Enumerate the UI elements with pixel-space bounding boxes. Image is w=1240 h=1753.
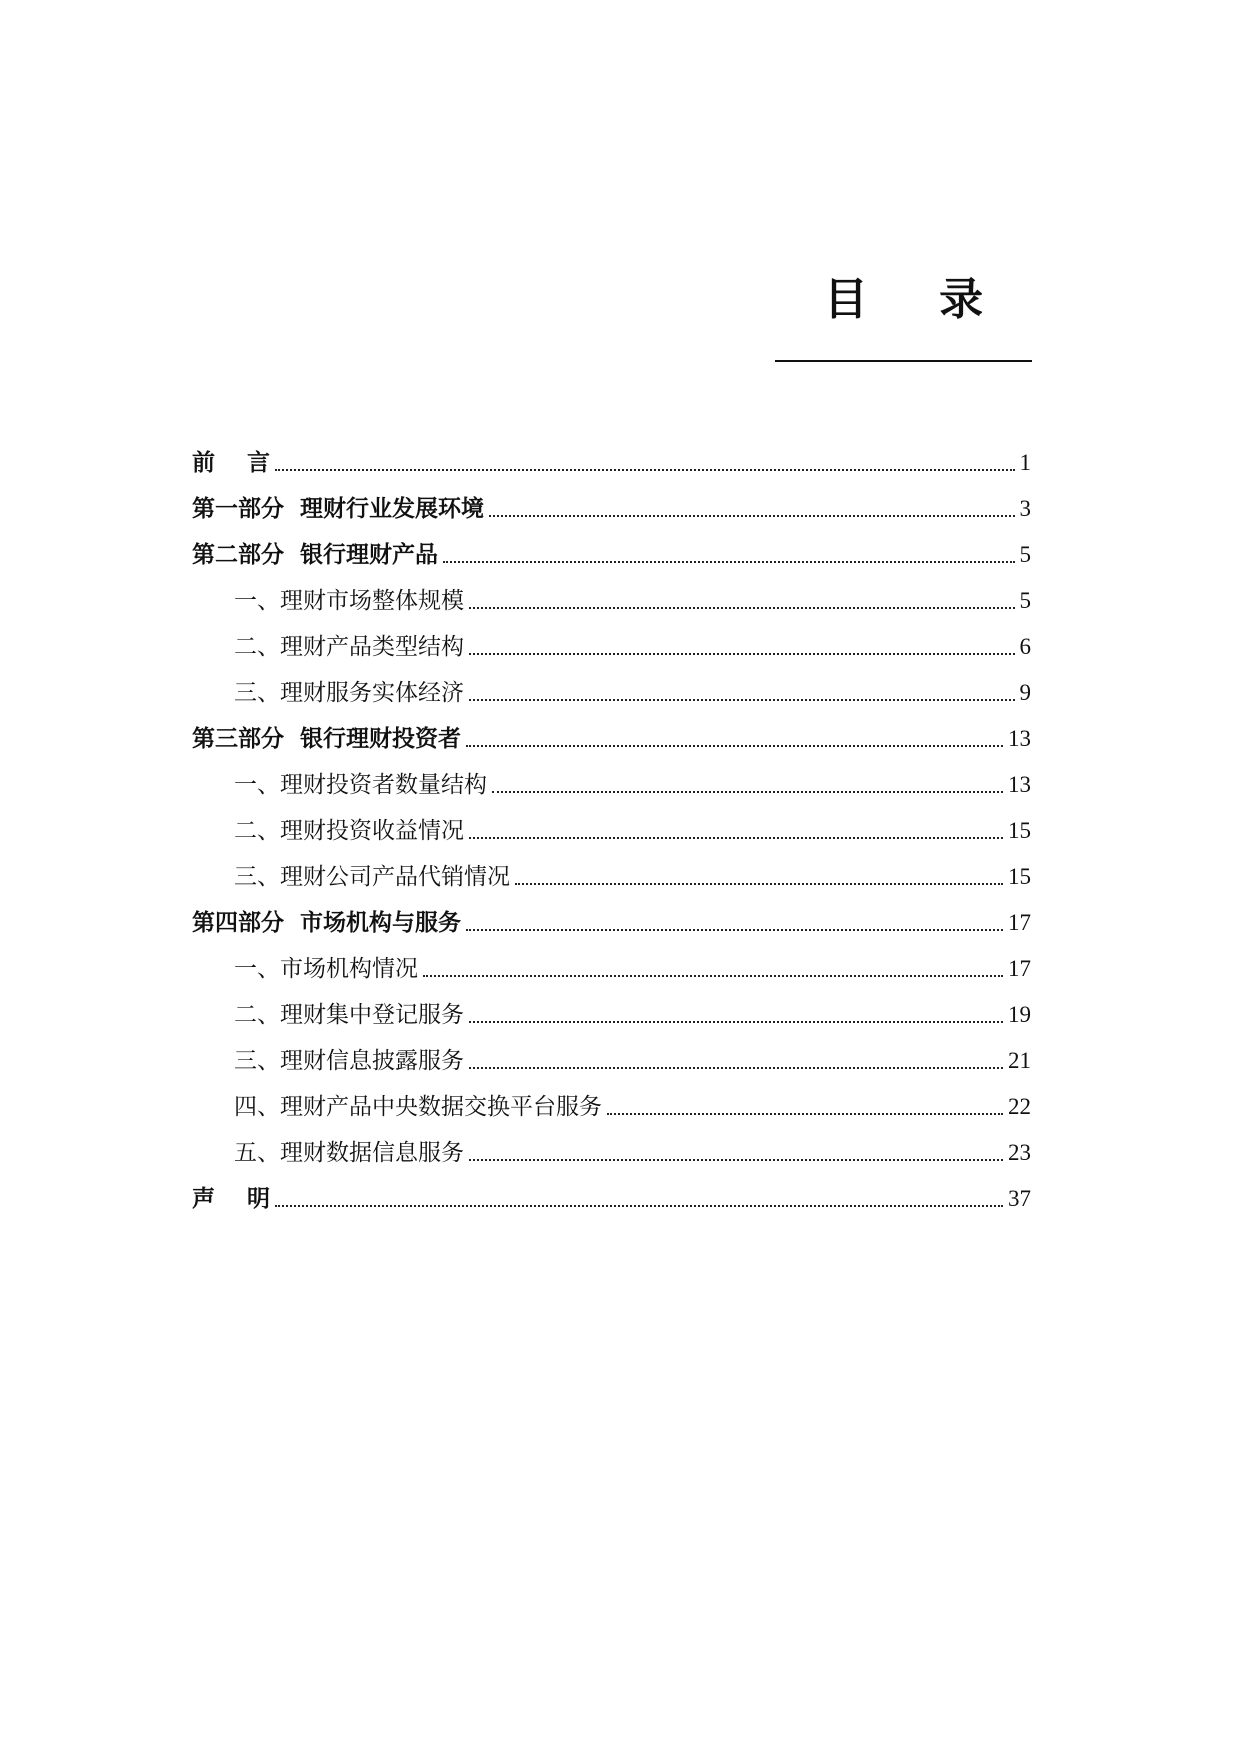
toc-entry[interactable] — [192, 799, 1031, 845]
toc-entry-label: 声 明 — [192, 1186, 271, 1212]
toc-entry[interactable] — [192, 569, 1031, 615]
toc-entry[interactable] — [192, 753, 1031, 799]
toc-entry-label: 三、理财服务实体经济 — [234, 680, 464, 706]
toc-entry-page-number: 19 — [1008, 1002, 1031, 1027]
toc-entry[interactable] — [192, 523, 1031, 569]
toc-entry[interactable] — [192, 845, 1031, 891]
toc-entry-label: 二、理财投资收益情况 — [234, 818, 464, 844]
toc-dot-leader — [469, 1159, 1003, 1161]
toc-entry-page-number: 3 — [1019, 496, 1031, 521]
toc-entry-page-number: 23 — [1008, 1140, 1031, 1165]
toc-entry-page-number: 13 — [1008, 772, 1031, 797]
toc-entry[interactable] — [192, 1075, 1031, 1121]
toc-entry-page-number: 5 — [1019, 588, 1031, 613]
toc-entry-page-number: 5 — [1019, 542, 1031, 567]
toc-dot-leader — [469, 837, 1003, 839]
toc-entry[interactable] — [192, 707, 1031, 753]
toc-dot-leader — [469, 607, 1015, 609]
toc-dot-leader — [466, 745, 1003, 747]
toc-entry-page-number: 17 — [1008, 910, 1031, 935]
toc-dot-leader — [275, 469, 1014, 471]
toc-dot-leader — [275, 1205, 1003, 1207]
toc-entry-label: 二、理财集中登记服务 — [234, 1002, 464, 1028]
toc-entry-page-number: 37 — [1008, 1186, 1031, 1211]
toc-entry-label: 前 言 — [192, 450, 271, 476]
toc-entry-label: 第一部分 理财行业发展环境 — [192, 496, 485, 522]
toc-entry-page-number: 6 — [1019, 634, 1031, 659]
toc-dot-leader — [469, 699, 1015, 701]
toc-dot-leader — [466, 929, 1003, 931]
toc-dot-leader — [423, 975, 1003, 977]
toc-entry-label: 三、理财信息披露服务 — [234, 1048, 464, 1074]
toc-entry[interactable] — [192, 891, 1031, 937]
toc-entry[interactable] — [192, 983, 1031, 1029]
toc-entry-label: 三、理财公司产品代销情况 — [234, 864, 510, 890]
toc-entry-label: 第四部分 市场机构与服务 — [192, 910, 462, 936]
toc-entry-label: 一、市场机构情况 — [234, 956, 418, 982]
toc-entry-page-number: 22 — [1008, 1094, 1031, 1119]
toc-entry-page-number: 15 — [1008, 864, 1031, 889]
toc-dot-leader — [515, 883, 1003, 885]
toc-entry-page-number: 1 — [1019, 450, 1031, 475]
toc-dot-leader — [443, 561, 1014, 563]
toc-entry[interactable] — [192, 1121, 1031, 1167]
toc-entry-label: 第三部分 银行理财投资者 — [192, 726, 462, 752]
toc-entry[interactable] — [192, 1167, 1031, 1213]
toc-entry[interactable] — [192, 615, 1031, 661]
toc-entry-label: 五、理财数据信息服务 — [234, 1140, 464, 1166]
toc-entry-page-number: 9 — [1019, 680, 1031, 705]
table-of-contents — [192, 431, 1031, 1213]
toc-entry[interactable] — [192, 1029, 1031, 1075]
toc-dot-leader — [469, 1067, 1003, 1069]
toc-dot-leader — [469, 653, 1015, 655]
toc-entry[interactable] — [192, 477, 1031, 523]
toc-dot-leader — [469, 1021, 1003, 1023]
toc-entry[interactable] — [192, 661, 1031, 707]
toc-entry[interactable] — [192, 431, 1031, 477]
page-title: 目 录 — [823, 274, 1012, 325]
toc-entry-label: 一、理财投资者数量结构 — [234, 772, 487, 798]
toc-entry-label: 四、理财产品中央数据交换平台服务 — [234, 1094, 602, 1120]
toc-entry-page-number: 21 — [1008, 1048, 1031, 1073]
toc-entry-label: 第二部分 银行理财产品 — [192, 542, 439, 568]
toc-dot-leader — [607, 1113, 1003, 1115]
title-block — [775, 272, 1032, 362]
toc-entry[interactable] — [192, 937, 1031, 983]
toc-dot-leader — [492, 791, 1003, 793]
toc-dot-leader — [489, 515, 1014, 517]
toc-entry-label: 二、理财产品类型结构 — [234, 634, 464, 660]
toc-entry-page-number: 15 — [1008, 818, 1031, 843]
toc-entry-page-number: 13 — [1008, 726, 1031, 751]
toc-entry-label: 一、理财市场整体规模 — [234, 588, 464, 614]
toc-entry-page-number: 17 — [1008, 956, 1031, 981]
